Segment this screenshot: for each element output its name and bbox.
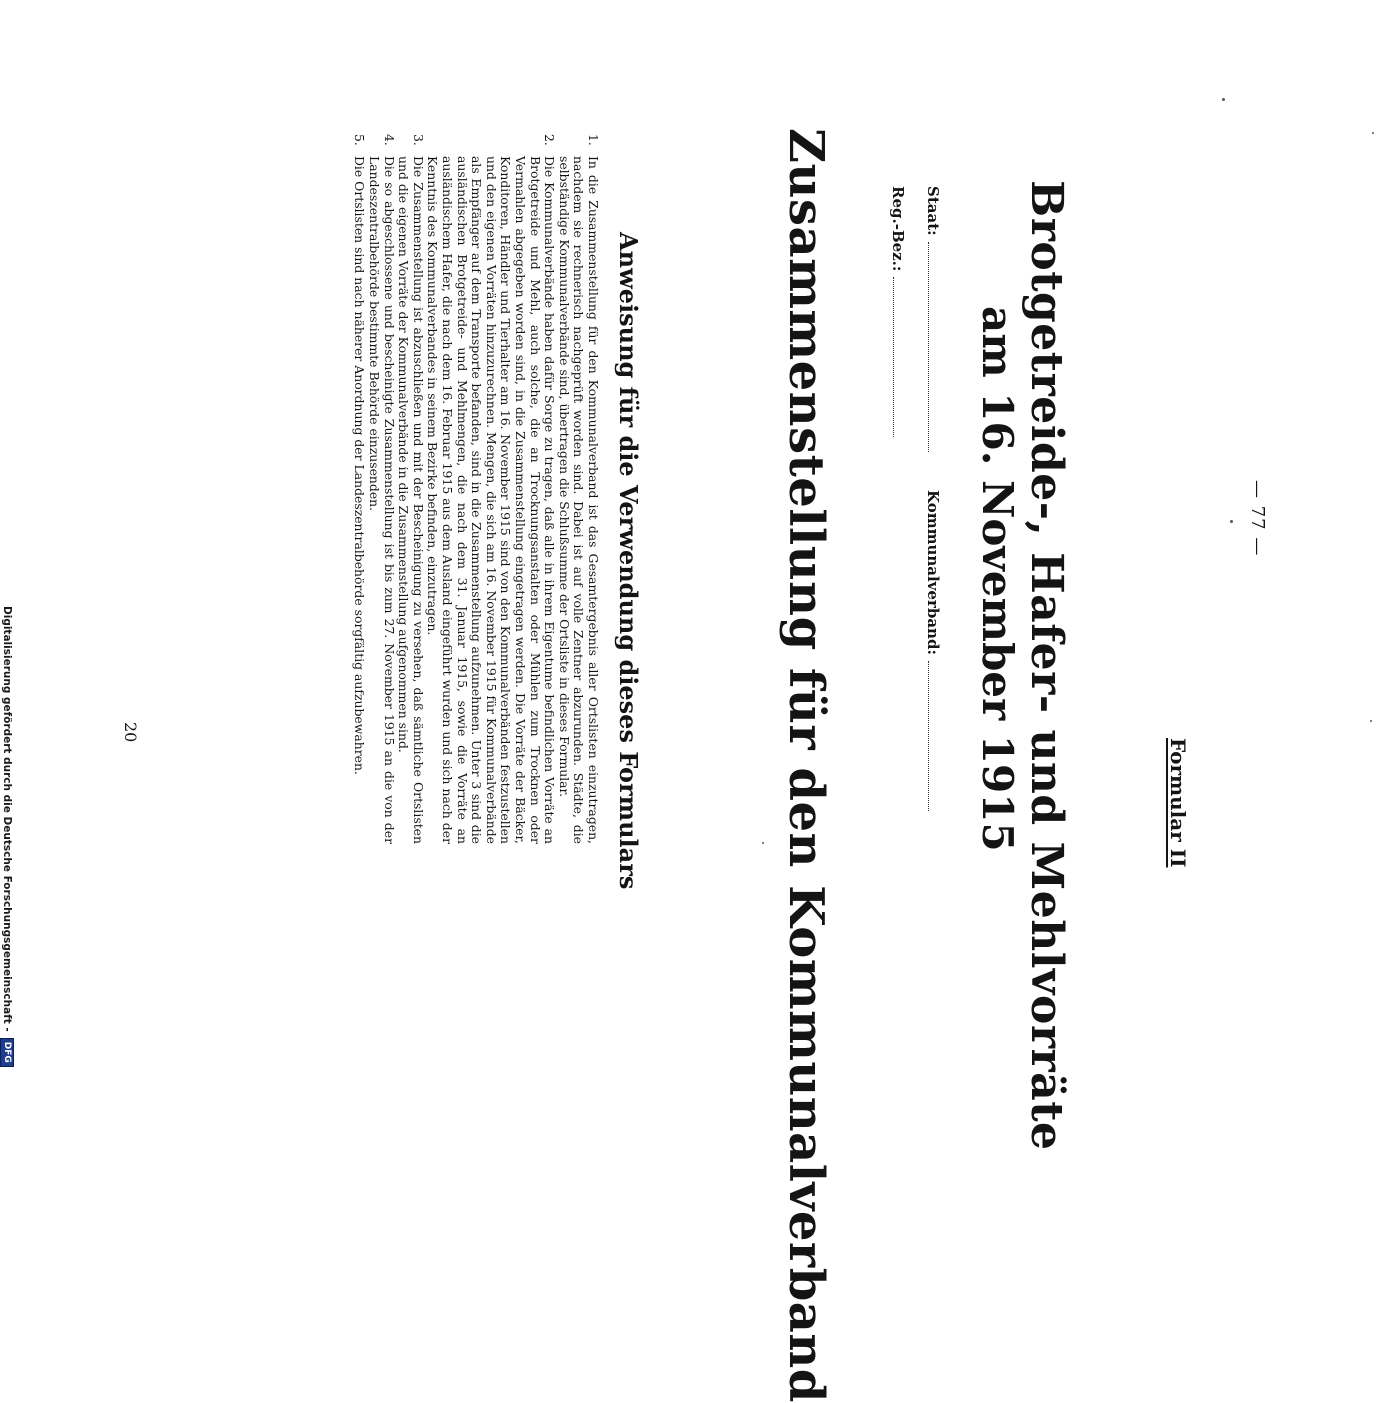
instruction-text: Die Kommunalverbände haben dafür Sorge zu tragen, daß alle in ihrem Eigentume befindlichen Vorräte an Brotgetreide und Mehl, auch solche, die an Trocknungsanstalten oder Mühlen zum Trocknen oder Vermahlen abgegeben worden sind, in die Zusammenstellung eingetragen werden. Die Vorräte der Bäcker, Konditoren, Händler und Tierhalter am 16. November 1915 sind von den Kommunalverbänden festzustellen und den eigenen Vorräten hinzuzurechnen. Mengen, die sich am 16. November 1915 für Kommunalverbände als Empfänger auf dem Transporte befanden, sind in die Zusammenstellung aufzunehmen. Unter 3 sind die ausländischen Brotgetreide- und Mehlmengen, die nach dem 31. Januar 1915, sowie die Vorräte an ausländischem Hafer, die nach dem 16. Februar 1915 aus dem Ausland eingeführt wurden und sich nach der Kenntnis des Kommunalverbandes in seinem Bezirke befinden, einzutragen. bbox=[425, 156, 558, 844]
dfg-logo-icon: DFG bbox=[0, 1038, 14, 1067]
title-line-1: Brotgetreide-, Hafer- und Mehlvorräte bbox=[1021, 180, 1072, 1151]
scan-speck bbox=[1370, 720, 1372, 722]
instruction-text: Die so abgeschlossene und bescheinigte Zusammenstellung ist bis zum 27. November 1915 an die von der Landeszentralbehörde bestimmte Behörde einzusenden. bbox=[367, 156, 397, 844]
subtitle: Zusammenstellung für den Kommunalverband bbox=[778, 128, 834, 1403]
formular-label: Formular II bbox=[1166, 738, 1190, 868]
instruction-item-1 bbox=[556, 134, 600, 844]
instruction-item-3 bbox=[396, 134, 425, 844]
instruction-number: 1. bbox=[586, 134, 601, 146]
staat-input-line[interactable] bbox=[928, 242, 930, 452]
regbez-label: Reg.-Bez.: bbox=[889, 186, 907, 272]
scan-speck bbox=[1230, 520, 1233, 523]
kommunalverband-input-line[interactable] bbox=[928, 661, 930, 811]
bottom-page-number: 20 bbox=[121, 722, 140, 743]
funding-note bbox=[0, 606, 14, 1067]
instructions-list bbox=[352, 134, 600, 844]
instruction-item-5 bbox=[352, 134, 367, 844]
instruction-text: Die Ortslisten sind nach näherer Anordnung der Landeszentralbehörde sorgfältig aufzubewahren. bbox=[352, 156, 368, 775]
instruction-number: 4. bbox=[381, 134, 397, 146]
instruction-number: 2. bbox=[542, 134, 558, 146]
instruction-text: In die Zusammenstellung für den Kommunalverband ist das Gesamtergebnis aller Ortslisten einzutragen, nachdem sie rechnerisch nachgeprüft worden sind. Dabei ist auf volle Zentner abzurunden. Städte, die selbständige Kommunalverbände sind, übertragen die Schlußsumme der Ortsliste in dieses Formular. bbox=[556, 156, 601, 844]
instruction-item-2 bbox=[425, 134, 556, 844]
instruction-number: 3. bbox=[410, 134, 426, 146]
instruction-text: Die Zusammenstellung ist abzuschließen und mit der Bescheinigung zu versehen, daß sämtliche Ortslisten und die eigenen Vorräte der Kommunalverbände in die Zusammenstellung aufgenommen sind. bbox=[396, 156, 426, 844]
kommunalverband-field[interactable] bbox=[924, 490, 942, 811]
kommunalverband-label: Kommunalverband: bbox=[924, 490, 942, 655]
instruction-number: 5. bbox=[352, 134, 368, 146]
staat-label: Staat: bbox=[924, 186, 942, 236]
scan-speck bbox=[1372, 132, 1374, 134]
scan-speck bbox=[762, 842, 764, 844]
instruction-item-4 bbox=[367, 134, 396, 844]
scan-speck bbox=[1222, 98, 1225, 101]
page-number: — 77 — bbox=[1247, 480, 1268, 557]
title-line-2: am 16. November 1915 bbox=[973, 306, 1022, 852]
funding-text: Digitalisierung gefördert durch die Deutsche Forschungsgemeinschaft - bbox=[1, 606, 13, 1032]
regbez-input-line[interactable] bbox=[893, 277, 895, 437]
regbez-field[interactable] bbox=[889, 186, 907, 437]
staat-field[interactable] bbox=[924, 186, 942, 452]
instructions-heading: Anweisung für die Verwendung dieses Formulars bbox=[614, 232, 643, 890]
